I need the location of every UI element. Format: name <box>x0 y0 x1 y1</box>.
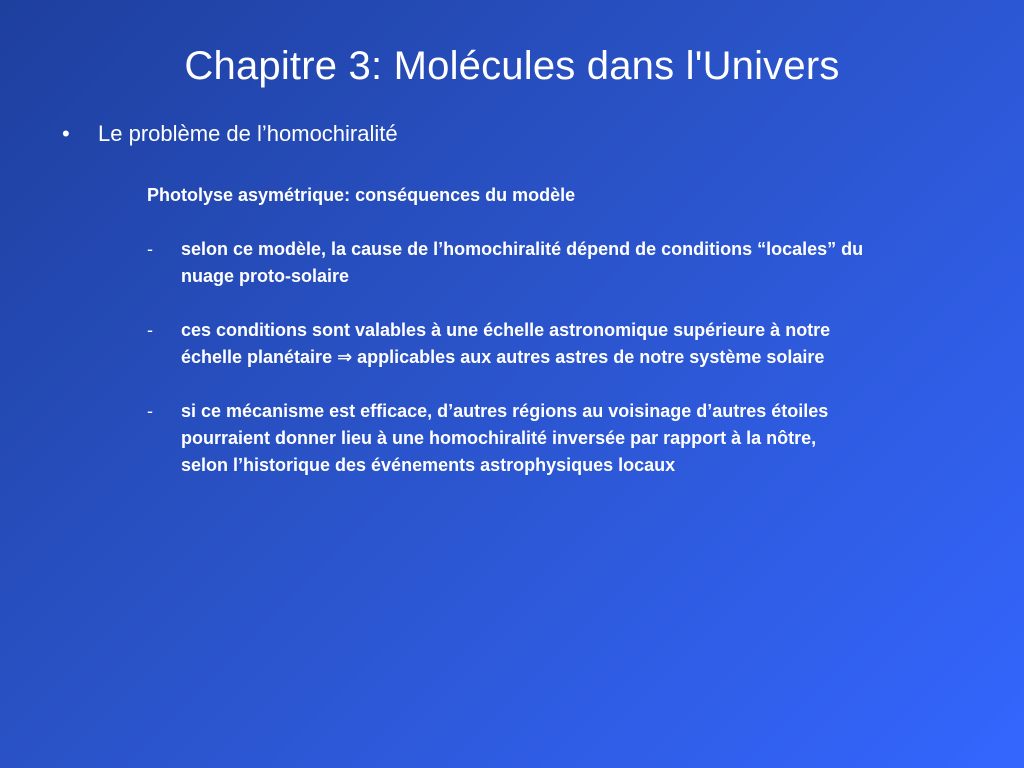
bullet-marker: • <box>62 121 70 146</box>
dash-marker: - <box>147 320 153 340</box>
list-item-text: selon ce modèle, la cause de l’homochiralité dépend de conditions “locales” du nuage proto-solaire <box>181 239 864 286</box>
dash-marker: - <box>147 239 153 259</box>
slide-content <box>147 182 867 506</box>
list-item <box>147 317 867 371</box>
list-item <box>147 398 867 479</box>
bullet-text: Le problème de l’homochiralité <box>98 121 398 146</box>
section-subtitle: Photolyse asymétrique: conséquences du modèle <box>147 185 576 205</box>
list-item-text: ces conditions sont valables à une échelle astronomique supérieure à notre échelle planétaire ⇒ applicables aux autres astres de notre système solaire <box>181 320 831 367</box>
main-bullet <box>62 119 398 149</box>
slide-title: Chapitre 3: Molécules dans l'Univers <box>184 44 840 88</box>
list-item-text: si ce mécanisme est efficace, d’autres régions au voisinage d’autres étoiles pourraient donner lieu à une homochiralité inversée par rapport à la nôtre, selon l’historique des événements astrophysiques locaux <box>181 401 829 475</box>
list-item <box>147 236 867 290</box>
dash-marker: - <box>147 401 153 421</box>
